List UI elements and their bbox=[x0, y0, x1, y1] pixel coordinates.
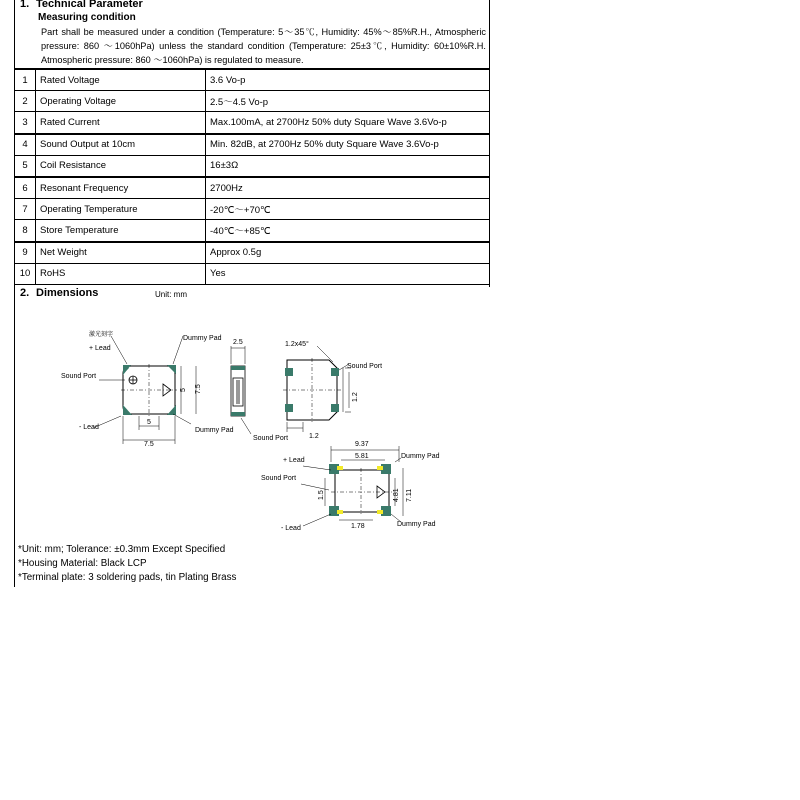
parameter-value: Max.100mA, at 2700Hz 50% duty Square Wave 3.6Vo-p bbox=[206, 112, 490, 134]
row-number: 10 bbox=[15, 263, 36, 284]
parameter-name: Rated Current bbox=[36, 112, 206, 134]
dim-1-78: 1.78 bbox=[351, 523, 365, 530]
table-row bbox=[15, 220, 490, 242]
parameter-value: Min. 82dB, at 2700Hz 50% duty Square Wave 3.6Vo-p bbox=[206, 134, 490, 156]
row-number: 9 bbox=[15, 242, 36, 264]
parameter-name: Operating Voltage bbox=[36, 91, 206, 112]
sound-port-label-1: Sound Port bbox=[61, 373, 97, 380]
parameter-name: RoHS bbox=[36, 263, 206, 284]
dummy-pad-label-3: Dummy Pad bbox=[401, 453, 440, 460]
plus-lead-label-1: + Lead bbox=[89, 345, 111, 352]
row-number: 3 bbox=[15, 112, 36, 134]
parameter-value: 2.5～4.5 Vo-p bbox=[206, 91, 490, 112]
plus-lead-label-2: + Lead bbox=[283, 457, 305, 464]
parameter-value: -40℃～+85℃ bbox=[206, 220, 490, 242]
sound-port-label-3: Sound Port bbox=[347, 363, 383, 370]
footprint-view bbox=[301, 446, 403, 526]
dim-5-81: 5.81 bbox=[355, 453, 369, 460]
parameter-name: Sound Output at 10cm bbox=[36, 134, 206, 156]
table-row bbox=[15, 177, 490, 199]
row-number: 4 bbox=[15, 134, 36, 156]
note-housing: *Housing Material: Black LCP bbox=[18, 558, 147, 569]
row-number: 7 bbox=[15, 199, 36, 220]
laser-mark-label: 激光刻字 bbox=[89, 332, 114, 338]
dim-5-bottom: 5 bbox=[147, 419, 151, 426]
dim-7-5-side: 7.5 bbox=[195, 384, 202, 394]
section-2-heading: 2. Dimensions bbox=[20, 287, 99, 299]
dim-2-5: 2.5 bbox=[233, 339, 243, 346]
table-row bbox=[15, 134, 490, 156]
dim-7-5-bottom: 7.5 bbox=[144, 441, 154, 448]
parameter-value: 2700Hz bbox=[206, 177, 490, 199]
row-number: 2 bbox=[15, 91, 36, 112]
sound-port-label-2: Sound Port bbox=[253, 435, 289, 442]
parameter-name: Store Temperature bbox=[36, 220, 206, 242]
dim-9-37: 9.37 bbox=[355, 441, 369, 448]
table-row bbox=[15, 242, 490, 264]
parameter-name: Rated Voltage bbox=[36, 69, 206, 91]
dummy-pad-label-1: Dummy Pad bbox=[183, 335, 222, 342]
dim-5-side: 5 bbox=[180, 388, 187, 392]
section-1-heading: 1. Technical Parameter bbox=[20, 0, 143, 10]
table-row bbox=[15, 155, 490, 177]
measuring-condition-text: Part shall be measured under a condition (Temperature: 5～35℃, Humidity: 45%～85%R.H., Atmospheric pressure: 860 ～1060hPa) unless the standard condition (Temperature: 25±3℃, Humidity: 60±10%R.H. Atmospheric pressure: 860 ～1060hPa) is regulated to measure. bbox=[41, 27, 486, 65]
row-number: 1 bbox=[15, 69, 36, 91]
unit-label: Unit: mm bbox=[155, 290, 187, 299]
row-number: 8 bbox=[15, 220, 36, 242]
parameter-value: 16±3Ω bbox=[206, 155, 490, 177]
table-row bbox=[15, 91, 490, 112]
parameter-value: Yes bbox=[206, 263, 490, 284]
table-row bbox=[15, 69, 490, 91]
dimension-drawing bbox=[55, 328, 455, 538]
dim-1-2-side: 1.2 bbox=[352, 392, 359, 402]
minus-lead-label-1: - Lead bbox=[79, 424, 99, 431]
dim-4-81: 4.81 bbox=[393, 488, 400, 502]
note-terminal: *Terminal plate: 3 soldering pads, tin Plating Brass bbox=[18, 572, 237, 583]
parameter-value: 3.6 Vo-p bbox=[206, 69, 490, 91]
parameter-name: Operating Temperature bbox=[36, 199, 206, 220]
technical-parameter-table bbox=[14, 68, 490, 285]
note-tolerance: *Unit: mm; Tolerance: ±0.3mm Except Specified bbox=[18, 544, 226, 555]
table-row bbox=[15, 199, 490, 220]
parameter-name: Resonant Frequency bbox=[36, 177, 206, 199]
side-view bbox=[231, 346, 251, 434]
dim-1-2x45: 1.2x45° bbox=[285, 341, 309, 348]
dummy-pad-label-4: Dummy Pad bbox=[397, 521, 436, 528]
parameter-name: Coil Resistance bbox=[36, 155, 206, 177]
datasheet bbox=[0, 0, 490, 587]
parameter-value: -20℃～+70℃ bbox=[206, 199, 490, 220]
table-row bbox=[15, 263, 490, 284]
parameter-name: Net Weight bbox=[36, 242, 206, 264]
parameter-value: Approx 0.5g bbox=[206, 242, 490, 264]
dim-1-5: 1.5 bbox=[318, 490, 325, 500]
dummy-pad-label-2: Dummy Pad bbox=[195, 427, 234, 434]
row-number: 5 bbox=[15, 155, 36, 177]
table-row bbox=[15, 112, 490, 134]
measuring-condition-heading: Measuring condition bbox=[38, 12, 136, 23]
dim-7-11: 7.11 bbox=[406, 488, 413, 502]
bottom-view bbox=[283, 346, 351, 432]
dim-1-2-bottom: 1.2 bbox=[309, 433, 319, 440]
minus-lead-label-2: - Lead bbox=[281, 525, 301, 532]
row-number: 6 bbox=[15, 177, 36, 199]
sound-port-label-4: Sound Port bbox=[261, 475, 297, 482]
